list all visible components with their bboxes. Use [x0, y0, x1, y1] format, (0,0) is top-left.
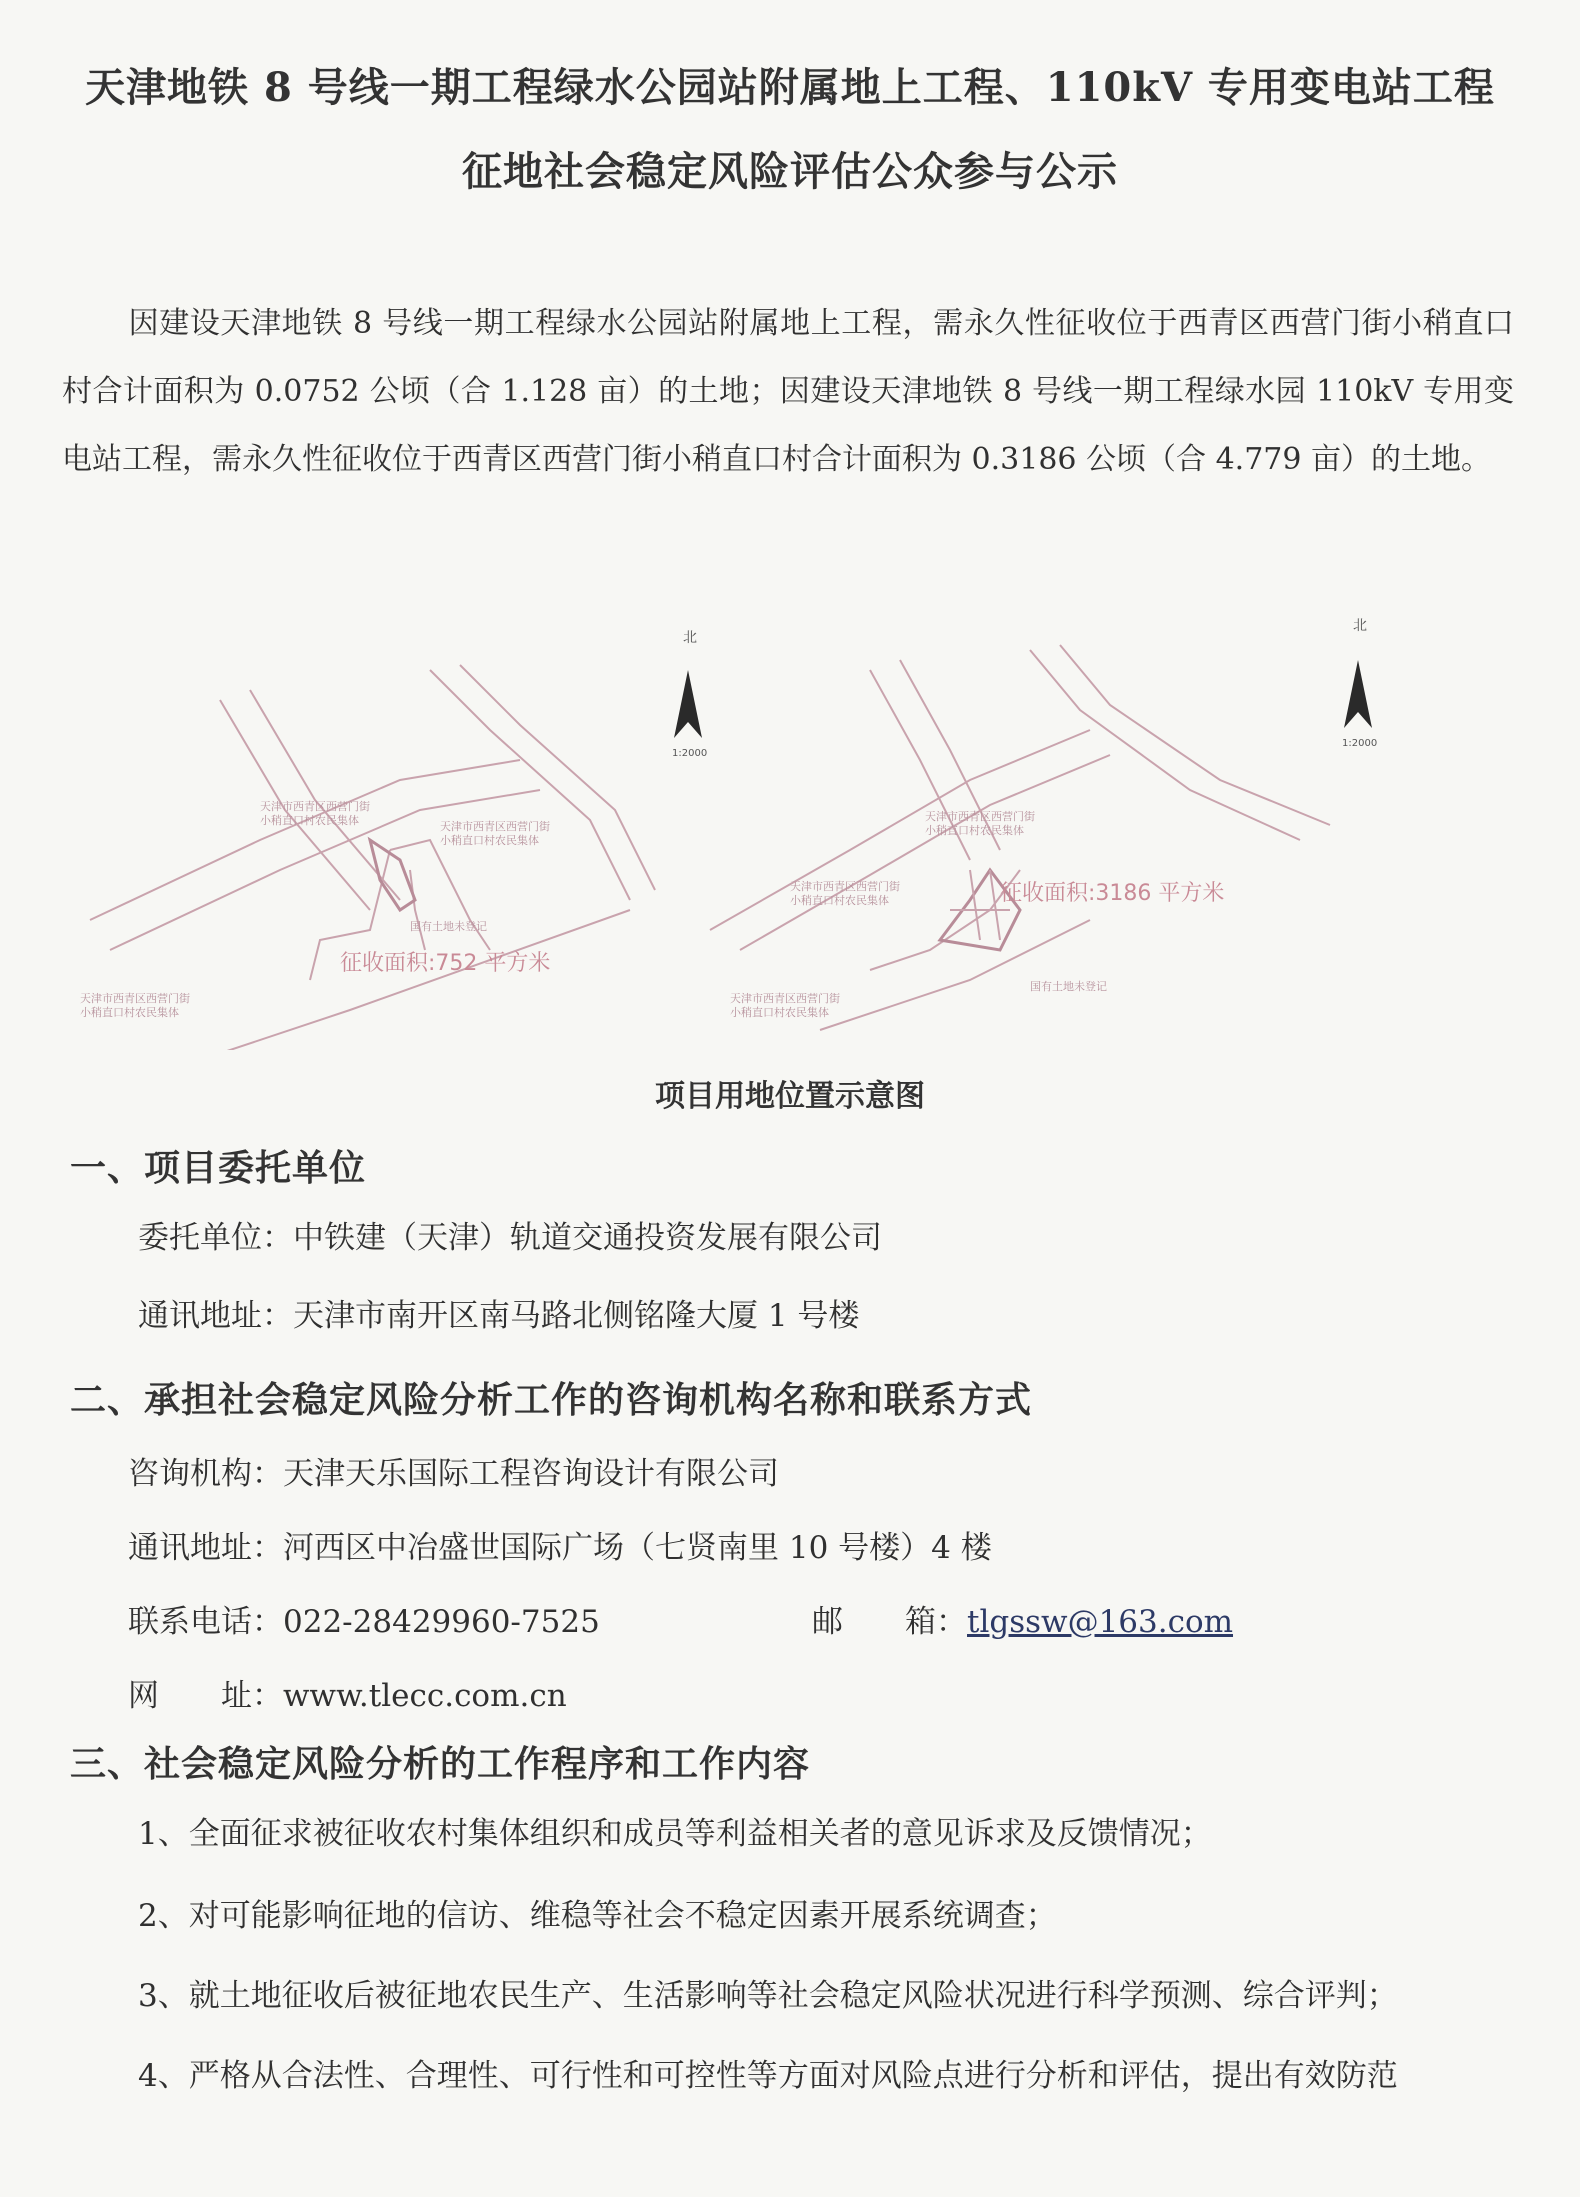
left-map-north-arrow: [672, 630, 707, 759]
work-item-2: 2、对可能影响征地的信访、维稳等社会不稳定因素开展系统调查；: [138, 1898, 1057, 1934]
svg-text:北: 北: [1353, 618, 1367, 634]
svg-text:小稍直口村农民集体: 小稍直口村农民集体: [440, 834, 539, 847]
phone-value: 022-28429960-7525: [283, 1604, 600, 1640]
svg-text:天津市西青区西营门街: 天津市西青区西营门街: [260, 800, 370, 813]
svg-text:国有土地未登记: 国有土地未登记: [1030, 980, 1107, 993]
left-map-labels: [80, 799, 550, 1019]
client-address-line: [138, 1290, 859, 1335]
section-2-heading: 二、承担社会稳定风险分析工作的咨询机构名称和联系方式: [70, 1379, 1033, 1421]
consultant-value: 天津天乐国际工程咨询设计有限公司: [283, 1456, 779, 1492]
consultant-address-value: 河西区中冶盛世国际广场（七贤南里 10 号楼）4 楼: [283, 1530, 992, 1566]
intro-text: 因建设天津地铁 8 号线一期工程绿水公园站附属地上工程，需永久性征收位于西青区西营门街小稍直口村合计面积为 0.0752 公顷（合 1.128 亩）的土地；因建设天津地铁 8 号线一期工程绿水园 110kV 专用变电站工程，需永久性征收位于西青区西营门街小稍直口村合计面积为 0.3186 公顷（合 4.779 亩）的土地。: [62, 306, 1514, 477]
right-map: [710, 645, 1330, 1030]
left-map-area-label: 征收面积:752 平方米: [340, 951, 551, 976]
website-label: 网 址：: [128, 1678, 283, 1714]
svg-text:北: 北: [683, 630, 697, 646]
consultant-address-label: 通讯地址：: [128, 1530, 283, 1566]
svg-text:小稍直口村农民集体: 小稍直口村农民集体: [730, 1006, 829, 1019]
svg-text:天津市西青区西营门街: 天津市西青区西营门街: [790, 880, 900, 893]
section-3-heading: 三、社会稳定风险分析的工作程序和工作内容: [70, 1743, 811, 1785]
svg-text:1:2000: 1:2000: [1342, 738, 1378, 749]
title-line-2: 征地社会稳定风险评估公众参与公示: [462, 148, 1118, 195]
svg-text:小稍直口村农民集体: 小稍直口村农民集体: [260, 814, 359, 827]
website-line: [128, 1670, 567, 1715]
svg-text:天津市西青区西营门街: 天津市西青区西营门街: [440, 820, 550, 833]
svg-text:小稍直口村农民集体: 小稍直口村农民集体: [925, 824, 1024, 837]
client-address-value: 天津市南开区南马路北侧铭隆大厦 1 号楼: [293, 1298, 860, 1334]
client-value: 中铁建（天津）轨道交通投资发展有限公司: [293, 1220, 882, 1256]
svg-text:1:2000: 1:2000: [672, 748, 708, 759]
consultant-line: [128, 1448, 779, 1493]
website-value[interactable]: www.tlecc.com.cn: [283, 1678, 567, 1714]
section-1-heading: 一、项目委托单位: [70, 1147, 367, 1189]
svg-text:小稍直口村农民集体: 小稍直口村农民集体: [790, 894, 889, 907]
phone-line: [128, 1596, 600, 1641]
work-item-1: 1、全面征求被征收农村集体组织和成员等利益相关者的意见诉求及反馈情况；: [138, 1816, 1212, 1852]
svg-text:天津市西青区西营门街: 天津市西青区西营门街: [730, 992, 840, 1005]
right-map-area-label: 征收面积:3186 平方米: [1000, 881, 1225, 906]
intro-paragraph: [62, 290, 1514, 494]
svg-text:天津市西青区西营门街: 天津市西青区西营门街: [80, 992, 190, 1005]
svg-text:小稍直口村农民集体: 小稍直口村农民集体: [80, 1006, 179, 1019]
consultant-address-line: [128, 1522, 992, 1567]
title-line-1: 天津地铁 8 号线一期工程绿水公园站附属地上工程、110kV 专用变电站工程: [85, 64, 1495, 111]
figure-caption: 项目用地位置示意图: [655, 1079, 925, 1114]
phone-label: 联系电话：: [128, 1604, 283, 1640]
right-map-labels: [730, 809, 1107, 1019]
client-label: 委托单位：: [138, 1220, 293, 1256]
client-line: [138, 1212, 882, 1257]
email-line: [812, 1596, 1233, 1641]
email-link[interactable]: tlgssw@163.com: [967, 1604, 1234, 1640]
work-item-4: 4、严格从合法性、合理性、可行性和可控性等方面对风险点进行分析和评估，提出有效防范: [138, 2058, 1398, 2094]
work-item-3: 3、就土地征收后被征地农民生产、生活影响等社会稳定风险状况进行科学预测、综合评判；: [138, 1978, 1398, 2014]
svg-text:天津市西青区西营门街: 天津市西青区西营门街: [925, 810, 1035, 823]
svg-text:国有土地未登记: 国有土地未登记: [410, 920, 487, 933]
email-label: 邮 箱：: [812, 1604, 967, 1640]
consultant-label: 咨询机构：: [128, 1456, 283, 1492]
client-address-label: 通讯地址：: [138, 1298, 293, 1334]
right-map-north-arrow: [1342, 618, 1377, 749]
site-location-maps: [70, 610, 1510, 1050]
